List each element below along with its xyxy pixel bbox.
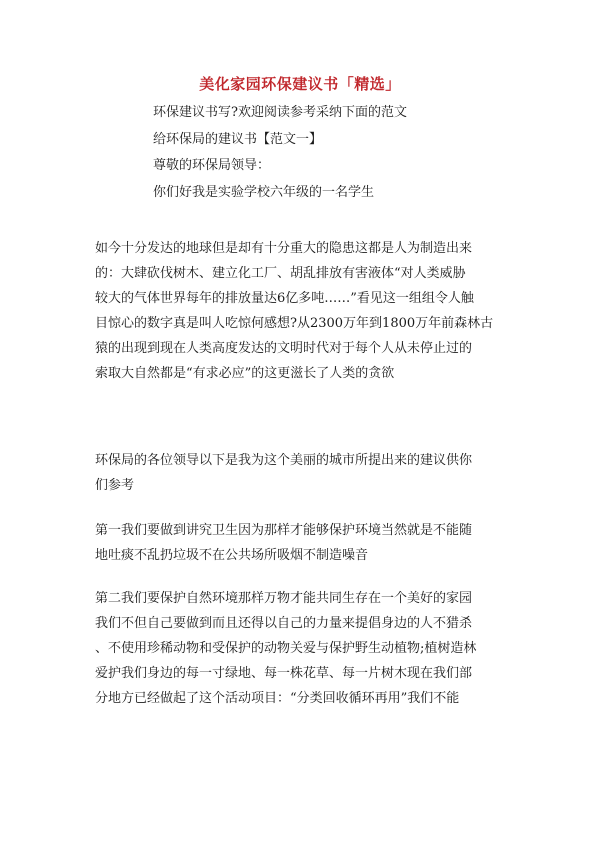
greeting-line: 尊敬的环保局领导： [153, 158, 271, 173]
paragraph-4 [95, 586, 515, 711]
text-line: 如今十分发达的地球但是却有十分重大的隐患这都是人为制造出来 [95, 241, 473, 256]
text-line: 较大的气体世界每年的排放量达6亿多吨……”看见这一组组令人触 [95, 291, 474, 306]
text-line: 分地方已经做起了这个活动项目：“分类回收循环再用”我们不能 [95, 691, 460, 706]
text-line: 的：大肆砍伐树木、建立化工厂、胡乱排放有害液体“对人类威胁 [95, 266, 466, 281]
text-line: 第二我们要保护自然环境那样万物才能共同生存在一个美好的家园 [95, 591, 473, 606]
paragraph-3 [95, 518, 515, 568]
intro-line: 给环保局的建议书【范文一】 [153, 131, 323, 147]
intro-line: 环保建议书写?欢迎阅读参考采纳下面的范文 [153, 105, 407, 120]
text-line: 我们不但自己要做到而且还得以自己的力量来提倡身边的人不猎杀 [95, 616, 473, 631]
intro-block [153, 100, 553, 206]
text-line: 们参考 [95, 478, 135, 493]
text-line: 索取大自然都是“有求必应”的这更滋长了人类的贪欲 [95, 366, 395, 381]
text-line: 、不使用珍稀动物和受保护的动物关爱与保护野生动植物;植树造林 [95, 641, 477, 656]
text-line: 环保局的各位领导以下是我为这个美丽的城市所提出来的建议供你 [95, 453, 473, 468]
text-line: 第一我们要做到讲究卫生因为那样才能够保护环境当然就是不能随 [95, 523, 473, 538]
text-line: 猿的出现到现在人类高度发达的文明时代对于每个人从未停止过的 [95, 341, 473, 356]
text-line: 地吐痰不乱扔垃圾不在公共场所吸烟不制造噪音 [95, 548, 369, 563]
text-line: 爱护我们身边的每一寸绿地、每一株花草、每一片树木现在我们部 [95, 666, 473, 681]
document-title: 美化家园环保建议书「精选」 [199, 75, 401, 93]
intro-line: 你们好我是实验学校六年级的一名学生 [153, 184, 375, 200]
paragraph-2 [95, 448, 515, 498]
paragraph-1 [95, 236, 515, 386]
text-line: 目惊心的数字真是叫人吃惊何感想?从2300万年到1800万年前森林古 [95, 316, 494, 331]
